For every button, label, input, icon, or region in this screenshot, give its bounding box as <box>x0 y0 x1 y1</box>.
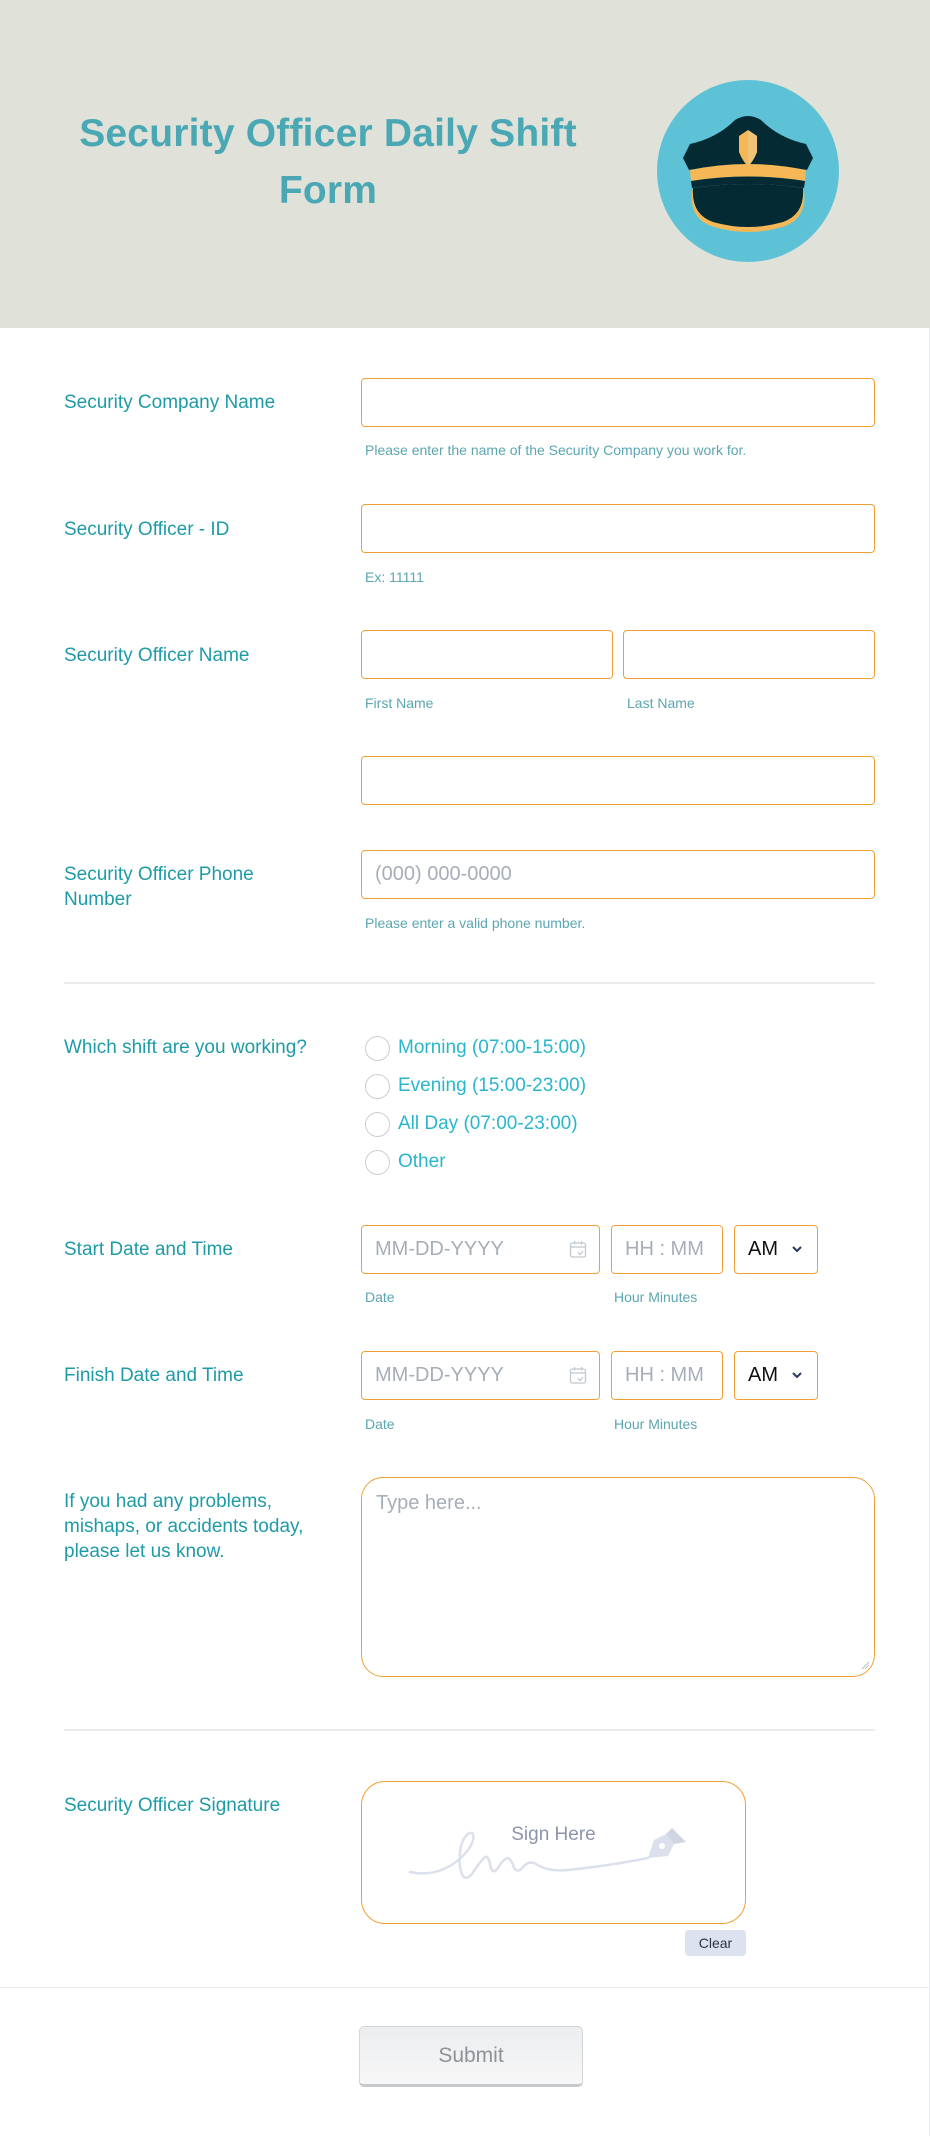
start-date-input[interactable] <box>361 1225 600 1274</box>
shift-option-all-day[interactable] <box>365 1111 578 1137</box>
start-ampm-value: AM <box>748 1238 778 1260</box>
start-date-sublabel: Date <box>365 1289 395 1305</box>
sign-here-prompt: Sign Here <box>511 1824 596 1845</box>
start-date-field[interactable] <box>361 1225 600 1274</box>
shift-option-label: Other <box>398 1151 446 1172</box>
finish-ampm-select[interactable] <box>734 1351 818 1400</box>
finish-date-sublabel: Date <box>365 1416 395 1432</box>
problems-label-line1: If you had any problems, <box>64 1491 273 1512</box>
start-datetime-label: Start Date and Time <box>64 1239 233 1260</box>
radio-button[interactable] <box>365 1150 390 1175</box>
problems-label-line3: please let us know. <box>64 1541 225 1562</box>
form-header <box>0 0 930 328</box>
finish-time-input[interactable] <box>611 1351 723 1400</box>
problems-label <box>64 1489 303 1564</box>
clear-signature-button[interactable]: Clear <box>685 1930 746 1956</box>
company-name-input[interactable] <box>361 378 875 427</box>
shift-option-label: Morning (07:00-15:00) <box>398 1037 586 1058</box>
chevron-down-icon <box>790 1242 804 1256</box>
finish-datetime-label: Finish Date and Time <box>64 1365 244 1386</box>
radio-button[interactable] <box>365 1112 390 1137</box>
officer-id-input[interactable] <box>361 504 875 553</box>
last-name-input[interactable] <box>623 630 875 679</box>
first-name-sublabel: First Name <box>365 695 434 711</box>
phone-label-line2: Number <box>64 889 132 910</box>
shift-option-evening[interactable] <box>365 1073 586 1099</box>
shift-option-label: Evening (15:00-23:00) <box>398 1075 587 1096</box>
form-title: Security Officer Daily Shift Form <box>79 112 577 212</box>
officer-name-extra-input[interactable] <box>361 756 875 805</box>
section-divider <box>64 1729 875 1731</box>
shift-option-label: All Day (07:00-23:00) <box>398 1113 578 1134</box>
footer-divider <box>0 1987 930 1988</box>
company-name-label: Security Company Name <box>64 392 276 413</box>
finish-ampm-value: AM <box>748 1364 778 1386</box>
finish-date-field[interactable] <box>361 1351 600 1400</box>
start-time-sublabel: Hour Minutes <box>614 1289 698 1305</box>
problems-label-line2: mishaps, or accidents today, <box>64 1516 304 1537</box>
first-name-input[interactable] <box>361 630 613 679</box>
calendar-icon[interactable] <box>569 1240 587 1259</box>
shift-label: Which shift are you working? <box>64 1037 307 1058</box>
company-name-help: Please enter the name of the Security Company you work for. <box>365 442 747 458</box>
shift-option-other[interactable] <box>365 1149 446 1175</box>
chevron-down-icon <box>790 1368 804 1382</box>
resize-handle-icon[interactable] <box>860 1660 870 1670</box>
signature-pad[interactable] <box>361 1781 746 1924</box>
section-divider <box>64 982 875 984</box>
finish-time-sublabel: Hour Minutes <box>614 1416 698 1432</box>
phone-label <box>64 862 254 912</box>
finish-date-input[interactable] <box>361 1351 600 1400</box>
phone-label-line1: Security Officer Phone <box>64 864 254 885</box>
calendar-icon[interactable] <box>569 1366 587 1385</box>
submit-button[interactable]: Submit <box>359 2026 583 2087</box>
start-ampm-select[interactable] <box>734 1225 818 1274</box>
officer-id-label: Security Officer - ID <box>64 519 230 540</box>
police-cap-icon <box>657 80 839 262</box>
phone-input[interactable] <box>361 850 875 899</box>
officer-name-label: Security Officer Name <box>64 645 250 666</box>
shift-option-morning[interactable] <box>365 1035 586 1061</box>
radio-button[interactable] <box>365 1036 390 1061</box>
problems-textarea[interactable] <box>361 1477 875 1677</box>
phone-help: Please enter a valid phone number. <box>365 915 586 931</box>
radio-button[interactable] <box>365 1074 390 1099</box>
signature-label: Security Officer Signature <box>64 1795 281 1816</box>
last-name-sublabel: Last Name <box>627 695 695 711</box>
start-time-input[interactable] <box>611 1225 723 1274</box>
officer-id-help: Ex: 11111 <box>365 569 424 585</box>
